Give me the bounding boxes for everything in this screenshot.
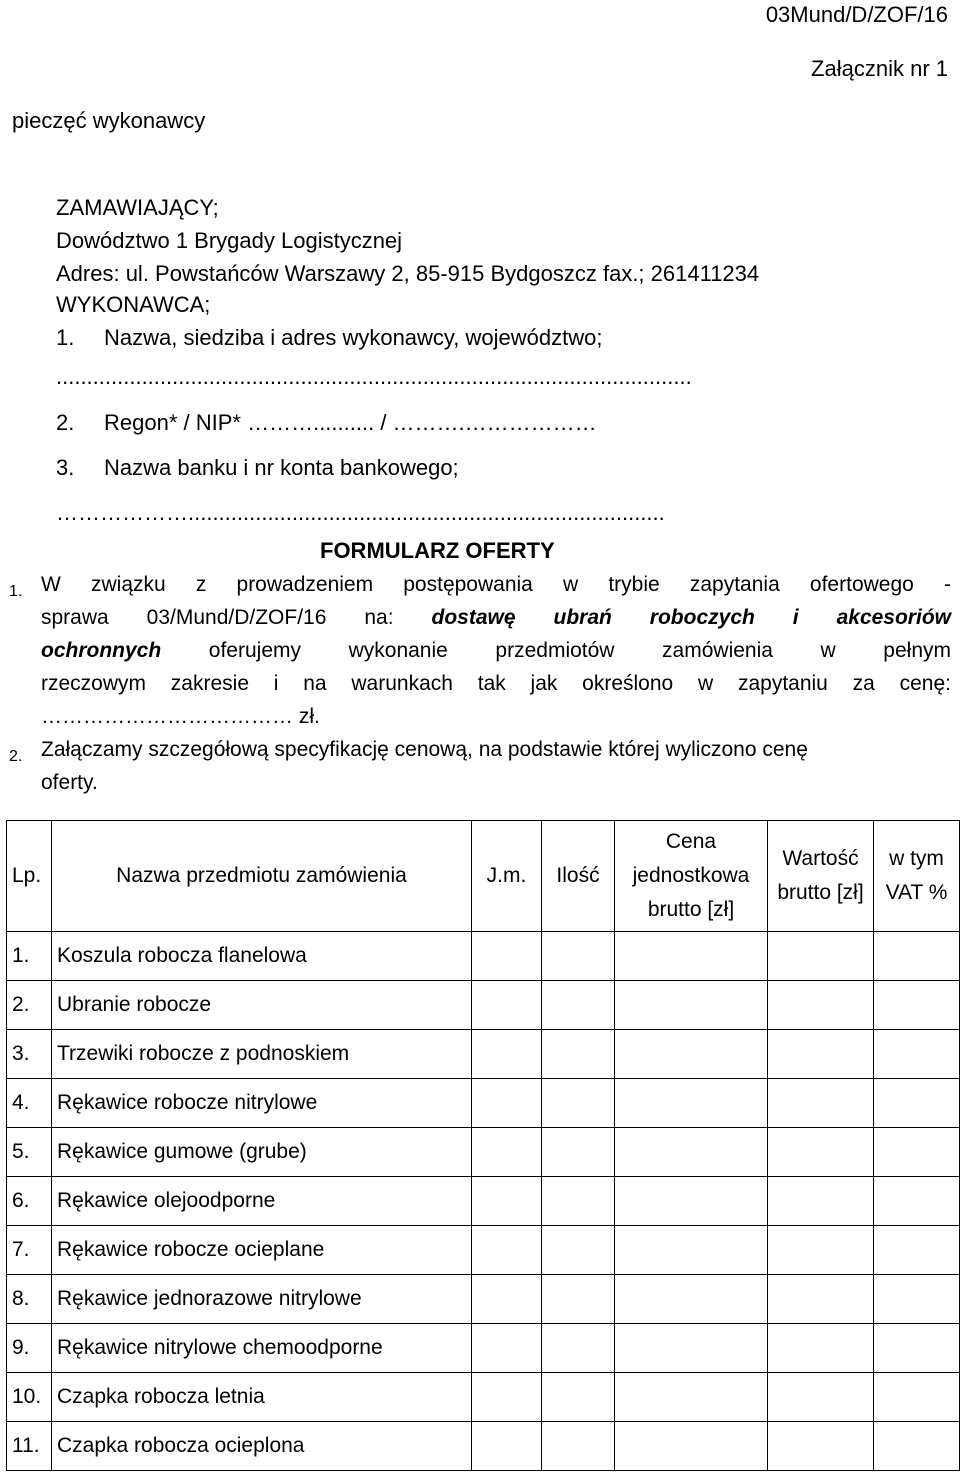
offer-paragraph-1 — [9, 568, 951, 733]
table-row — [7, 1324, 960, 1373]
row-unit-price-cell[interactable] — [615, 1226, 768, 1275]
row-item-name: Rękawice gumowe (grube) — [52, 1128, 472, 1177]
offer-price-fill-line: ……………………………… zł. — [41, 705, 320, 728]
header-vat: w tym VAT % — [874, 821, 960, 932]
row-lp: 7. — [7, 1226, 52, 1275]
row-unit-cell[interactable] — [472, 981, 542, 1030]
offer-paragraph-2 — [9, 733, 951, 799]
row-unit-cell[interactable] — [472, 1226, 542, 1275]
offer-paragraph-1-number: 1. — [9, 583, 23, 600]
contractor-item-1-number: 1. — [56, 325, 75, 350]
offer-line-2 — [41, 601, 951, 634]
bank-account-fill-line: ……………….............................................................................. — [56, 500, 665, 525]
row-vat-cell[interactable] — [874, 932, 960, 981]
row-item-name: Rękawice nitrylowe chemoodporne — [52, 1324, 472, 1373]
price-specification-table — [6, 820, 960, 1471]
row-lp: 1. — [7, 932, 52, 981]
table-row — [7, 1275, 960, 1324]
row-item-name: Koszula robocza flanelowa — [52, 932, 472, 981]
row-quantity-cell[interactable] — [542, 1177, 615, 1226]
row-lp: 3. — [7, 1030, 52, 1079]
offer-line-1: W związku z prowadzeniem postępowania w trybie zapytania ofertowego - — [41, 573, 951, 596]
ordering-party-address: Adres: ul. Powstańców Warszawy 2, 85-915 Bydgoszcz fax.; 261411234 — [56, 261, 760, 286]
row-lp: 10. — [7, 1373, 52, 1422]
row-item-name: Rękawice jednorazowe nitrylowe — [52, 1275, 472, 1324]
table-row — [7, 1177, 960, 1226]
row-item-name: Ubranie robocze — [52, 981, 472, 1030]
attachment-label: Załącznik nr 1 — [811, 56, 948, 81]
row-item-name: Rękawice olejoodporne — [52, 1177, 472, 1226]
row-unit-price-cell[interactable] — [615, 1030, 768, 1079]
row-vat-cell[interactable] — [874, 1373, 960, 1422]
row-lp: 11. — [7, 1422, 52, 1471]
row-value-cell[interactable] — [768, 1324, 874, 1373]
row-value-cell[interactable] — [768, 1177, 874, 1226]
row-vat-cell[interactable] — [874, 1030, 960, 1079]
contractor-item-2-text: Regon* / NIP* — [104, 410, 248, 435]
row-unit-price-cell[interactable] — [615, 932, 768, 981]
row-item-name: Rękawice robocze nitrylowe — [52, 1079, 472, 1128]
table-row — [7, 932, 960, 981]
row-unit-price-cell[interactable] — [615, 1128, 768, 1177]
row-unit-cell[interactable] — [472, 1275, 542, 1324]
offer-subject-part-1: dostawę ubrań roboczych i akcesoriów — [431, 606, 951, 629]
row-value-cell[interactable] — [768, 1030, 874, 1079]
offer-line-4: rzeczowym zakresie i na warunkach tak jak określono w zapytaniu za cenę: — [41, 672, 951, 695]
offer-paragraph-2-number: 2. — [9, 748, 23, 765]
row-lp: 5. — [7, 1128, 52, 1177]
row-unit-price-cell[interactable] — [615, 1373, 768, 1422]
row-unit-cell[interactable] — [472, 1373, 542, 1422]
row-lp: 4. — [7, 1079, 52, 1128]
table-header-row — [7, 821, 960, 932]
row-lp: 9. — [7, 1324, 52, 1373]
table-row — [7, 981, 960, 1030]
row-lp: 8. — [7, 1275, 52, 1324]
table-row — [7, 1373, 960, 1422]
row-unit-price-cell[interactable] — [615, 1324, 768, 1373]
row-value-cell[interactable] — [768, 1373, 874, 1422]
row-vat-cell[interactable] — [874, 1324, 960, 1373]
row-quantity-cell[interactable] — [542, 1324, 615, 1373]
row-unit-price-cell[interactable] — [615, 1177, 768, 1226]
header-unit: J.m. — [472, 821, 542, 932]
header-quantity: Ilość — [542, 821, 615, 932]
row-quantity-cell[interactable] — [542, 1373, 615, 1422]
row-vat-cell[interactable] — [874, 1177, 960, 1226]
row-value-cell[interactable] — [768, 1079, 874, 1128]
row-item-name: Trzewiki robocze z podnoskiem — [52, 1030, 472, 1079]
row-unit-price-cell[interactable] — [615, 1275, 768, 1324]
row-quantity-cell[interactable] — [542, 1422, 615, 1471]
row-unit-cell[interactable] — [472, 1324, 542, 1373]
row-vat-cell[interactable] — [874, 1128, 960, 1177]
contractor-item-2-line — [104, 410, 597, 436]
row-vat-cell[interactable] — [874, 1275, 960, 1324]
row-value-cell[interactable] — [768, 1275, 874, 1324]
offer-subject-part-2: ochronnych — [41, 639, 162, 662]
contractor-stamp-label: pieczęć wykonawcy — [12, 108, 206, 133]
row-quantity-cell[interactable] — [542, 1275, 615, 1324]
table-row — [7, 1422, 960, 1471]
row-quantity-cell[interactable] — [542, 932, 615, 981]
row-unit-cell[interactable] — [472, 932, 542, 981]
contractor-item-3-text: Nazwa banku i nr konta bankowego; — [104, 455, 459, 480]
ordering-party-label: ZAMAWIAJĄCY; — [56, 195, 219, 220]
row-vat-cell[interactable] — [874, 1422, 960, 1471]
row-lp: 6. — [7, 1177, 52, 1226]
table-row — [7, 1030, 960, 1079]
header-lp: Lp. — [7, 821, 52, 932]
case-reference: sprawa 03/Mund/D/ZOF/16 na: — [41, 606, 394, 629]
row-unit-cell[interactable] — [472, 1030, 542, 1079]
contractor-item-2-number: 2. — [56, 410, 75, 435]
row-value-cell[interactable] — [768, 1422, 874, 1471]
form-title: FORMULARZ OFERTY — [320, 538, 555, 563]
row-item-name: Rękawice robocze ocieplane — [52, 1226, 472, 1275]
nip-fill-line: ……….……………… — [386, 410, 597, 435]
ordering-party-name: Dowództwo 1 Brygady Logistycznej — [56, 228, 403, 253]
contractor-label: WYKONAWCA; — [56, 292, 211, 317]
row-unit-cell[interactable] — [472, 1128, 542, 1177]
offer-line-3 — [41, 634, 951, 667]
row-vat-cell[interactable] — [874, 1226, 960, 1275]
row-unit-price-cell[interactable] — [615, 1422, 768, 1471]
table-row — [7, 1079, 960, 1128]
table-row — [7, 1226, 960, 1275]
regon-fill-line: ……….......... / — [247, 410, 387, 435]
header-gross-value: Wartość brutto [zł] — [768, 821, 874, 932]
row-unit-price-cell[interactable] — [615, 981, 768, 1030]
contractor-item-1-text: Nazwa, siedziba i adres wykonawcy, województwo; — [104, 325, 603, 350]
offer-line-7: oferty. — [41, 771, 98, 794]
row-value-cell[interactable] — [768, 981, 874, 1030]
row-unit-cell[interactable] — [472, 1422, 542, 1471]
header-unit-price: Cena jednostkowa brutto [zł] — [615, 821, 768, 932]
row-value-cell[interactable] — [768, 1226, 874, 1275]
offer-text: oferujemy wykonanie przedmiotów zamówienia w pełnym — [208, 639, 951, 662]
row-vat-cell[interactable] — [874, 981, 960, 1030]
row-quantity-cell[interactable] — [542, 1128, 615, 1177]
row-lp: 2. — [7, 981, 52, 1030]
row-unit-cell[interactable] — [472, 1079, 542, 1128]
row-quantity-cell[interactable] — [542, 1079, 615, 1128]
row-quantity-cell[interactable] — [542, 981, 615, 1030]
table-row — [7, 1128, 960, 1177]
row-unit-price-cell[interactable] — [615, 1079, 768, 1128]
contractor-name-fill-line: ........................................................................................................ — [56, 364, 692, 389]
row-quantity-cell[interactable] — [542, 1226, 615, 1275]
offer-line-6: Załączamy szczegółową specyfikację cenową, na podstawie której wyliczono cenę — [41, 738, 808, 761]
row-unit-cell[interactable] — [472, 1177, 542, 1226]
document-reference: 03Mund/D/ZOF/16 — [765, 2, 948, 27]
row-item-name: Czapka robocza letnia — [52, 1373, 472, 1422]
row-value-cell[interactable] — [768, 932, 874, 981]
row-item-name: Czapka robocza ocieplona — [52, 1422, 472, 1471]
row-vat-cell[interactable] — [874, 1079, 960, 1128]
row-quantity-cell[interactable] — [542, 1030, 615, 1079]
row-value-cell[interactable] — [768, 1128, 874, 1177]
contractor-item-3-number: 3. — [56, 455, 75, 480]
header-item-name: Nazwa przedmiotu zamówienia — [52, 821, 472, 932]
